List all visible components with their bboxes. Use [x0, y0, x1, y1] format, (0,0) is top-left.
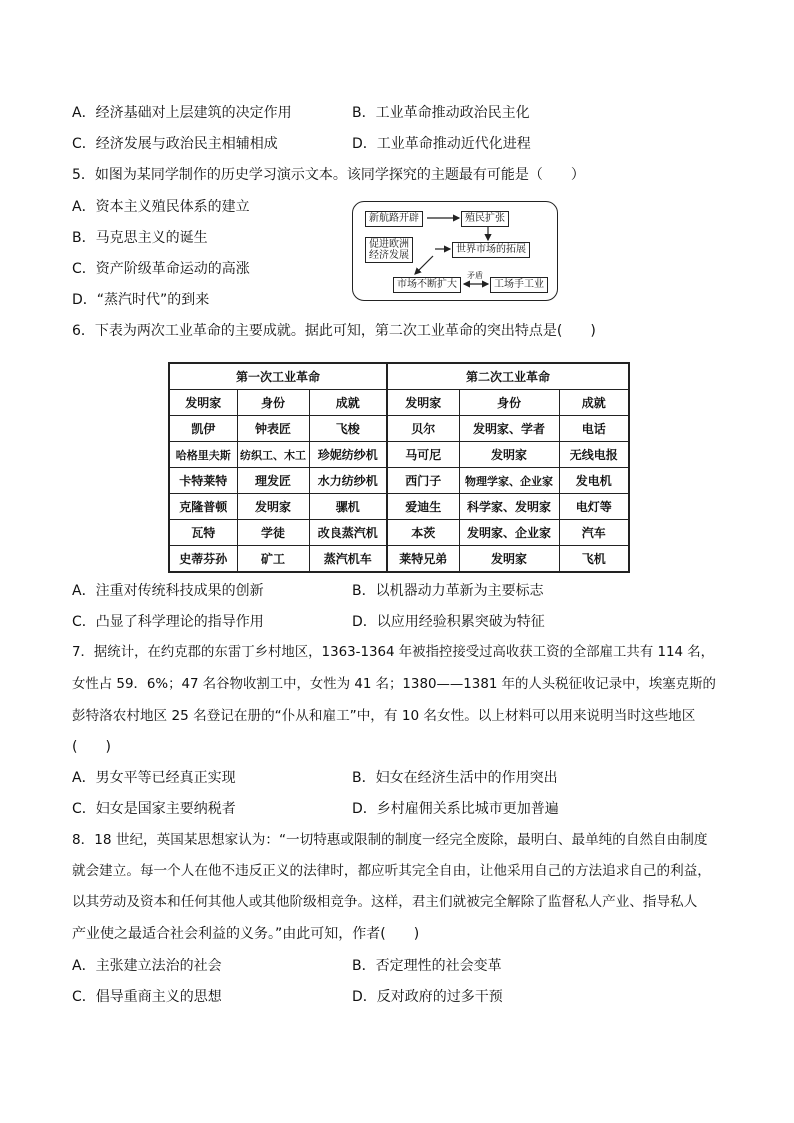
- table-row: [169, 520, 629, 546]
- q5-option-b: B．马克思主义的诞生: [72, 230, 208, 246]
- q5-flow-diagram: [352, 201, 558, 301]
- table-header-row: [169, 390, 629, 416]
- table-cell: 电灯等: [559, 494, 629, 520]
- table-header-cell: 发明家: [169, 390, 237, 416]
- q7-line-2: 女性占 59．6%；47 名谷物收割工中，女性为 41 名；1380——1381 年的人头税征收记录中，埃塞克斯的: [72, 677, 716, 692]
- table-header-cell: 成就: [309, 390, 387, 416]
- diagram-label-contradiction: 矛盾: [467, 271, 483, 280]
- table-cell: 钟表匠: [237, 416, 309, 442]
- table-cell: 史蒂芬孙: [169, 546, 237, 573]
- q8-option-a: A．主张建立法治的社会: [72, 958, 222, 974]
- q4-option-d: D．工业革命推动近代化进程: [352, 136, 531, 152]
- q5-option-c: C．资产阶级革命运动的高涨: [72, 261, 250, 277]
- table-cell: 发电机: [559, 468, 629, 494]
- diagram-box-world-market: 世界市场的拓展: [452, 242, 530, 258]
- diagram-box-europe-economy-line2: 经济发展: [369, 250, 409, 261]
- table-cell: 物理学家、企业家: [459, 468, 559, 494]
- table-cell: 西门子: [387, 468, 459, 494]
- table-cell: 汽车: [559, 520, 629, 546]
- table-cell: 珍妮纺纱机: [309, 442, 387, 468]
- q4-option-b: B．工业革命推动政治民主化: [352, 105, 530, 121]
- diagram-box-workshop-handicraft: 工场手工业: [490, 277, 548, 293]
- q6-industrial-revolution-table: [168, 362, 630, 573]
- q7-option-d: D．乡村雇佣关系比城市更加普遍: [352, 801, 559, 817]
- q6-option-a: A．注重对传统科技成果的创新: [72, 583, 264, 599]
- table-cell: 纺织工、木工: [237, 442, 309, 468]
- diagram-box-market-expansion: 市场不断扩大: [393, 277, 461, 293]
- table-header-cell: 发明家: [387, 390, 459, 416]
- q4-option-a: A．经济基础对上层建筑的决定作用: [72, 105, 292, 121]
- q6-option-d: D．以应用经验积累突破为特征: [352, 614, 545, 630]
- table-cell: 无线电报: [559, 442, 629, 468]
- table-cell: 飞机: [559, 546, 629, 573]
- q7-option-b: B．妇女在经济生活中的作用突出: [352, 770, 558, 786]
- table-cell: 理发匠: [237, 468, 309, 494]
- q6-stem: 6．下表为两次工业革命的主要成就。据此可知，第二次工业革命的突出特点是( ): [72, 323, 596, 339]
- q7-line-1: 7．据统计，在约克郡的东雷丁乡村地区，1363-1364 年被指控接受过高收获工资的全部雇工共有 114 名，: [72, 645, 715, 660]
- table-cell: 改良蒸汽机: [309, 520, 387, 546]
- table-cell: 克隆普顿: [169, 494, 237, 520]
- table-row: [169, 468, 629, 494]
- table-row: [169, 494, 629, 520]
- q5-option-a: A．资本主义殖民体系的建立: [72, 199, 250, 215]
- q7-option-c: C．妇女是国家主要纳税者: [72, 801, 236, 817]
- q5-stem: 5．如图为某同学制作的历史学习演示文本。该同学探究的主题最有可能是（ ）: [72, 167, 585, 183]
- table-cell: 卡特莱特: [169, 468, 237, 494]
- table-cell: 骡机: [309, 494, 387, 520]
- q4-option-c: C．经济发展与政治民主相辅相成: [72, 136, 278, 152]
- table-row: [169, 546, 629, 573]
- table-cell: 飞梭: [309, 416, 387, 442]
- table-cell: 凯伊: [169, 416, 237, 442]
- table-cell: 爱迪生: [387, 494, 459, 520]
- table-cell: 发明家: [237, 494, 309, 520]
- table-row: [169, 416, 629, 442]
- table-cell: 科学家、发明家: [459, 494, 559, 520]
- table-cell: 莱特兄弟: [387, 546, 459, 573]
- diagram-box-new-routes: 新航路开辟: [365, 211, 423, 227]
- table-cell: 发明家、学者: [459, 416, 559, 442]
- table-cell: 矿工: [237, 546, 309, 573]
- diagram-box-europe-economy: [365, 237, 413, 263]
- table-cell: 马可尼: [387, 442, 459, 468]
- table-cell: 电话: [559, 416, 629, 442]
- table-cell: 水力纺纱机: [309, 468, 387, 494]
- q6-option-b: B．以机器动力革新为主要标志: [352, 583, 544, 599]
- table-header-cell: 身份: [237, 390, 309, 416]
- q8-line-3: 以其劳动及资本和任何其他人或其他阶级相竞争。这样，君主们就被完全解除了监督私人产业、指导私人: [72, 894, 698, 910]
- q7-option-a: A．男女平等已经真正实现: [72, 770, 236, 786]
- diagram-box-europe-economy-line1: 促进欧洲: [369, 239, 409, 250]
- q8-option-b: B．否定理性的社会变革: [352, 958, 502, 974]
- q8-line-2: 就会建立。每一个人在他不违反正义的法律时，都应听其完全自由，让他采用自己的方法追求自己的利益，: [72, 863, 711, 879]
- table-cell: 发明家: [459, 442, 559, 468]
- diagram-box-colonial-expansion: 殖民扩张: [461, 211, 509, 227]
- table-cell: 贝尔: [387, 416, 459, 442]
- q8-line-1: 8．18 世纪，英国某思想家认为：“一切特惠或限制的制度一经完全废除，最明白、最单纯的自然自由制度: [72, 832, 708, 848]
- q8-option-d: D．反对政府的过多干预: [352, 989, 503, 1005]
- q7-line-4: ( ): [72, 739, 111, 755]
- table-header-cell: 成就: [559, 390, 629, 416]
- q8-line-4: 产业使之最适合社会利益的义务。”由此可知，作者( ): [72, 926, 420, 942]
- table-header-cell: 身份: [459, 390, 559, 416]
- table-group-second: 第二次工业革命: [387, 363, 629, 390]
- q7-line-3: 彭特洛农村地区 25 名登记在册的“仆从和雇工”中，有 10 名女性。以上材料可以用来说明当时这些地区: [72, 708, 696, 724]
- table-cell: 学徒: [237, 520, 309, 546]
- table-row: [169, 442, 629, 468]
- q6-option-c: C．凸显了科学理论的指导作用: [72, 614, 264, 630]
- table-group-header-row: [169, 363, 629, 390]
- table-cell: 蒸汽机车: [309, 546, 387, 573]
- table-group-first: 第一次工业革命: [169, 363, 387, 390]
- q8-option-c: C．倡导重商主义的思想: [72, 989, 222, 1005]
- table-cell: 哈格里夫斯: [169, 442, 237, 468]
- table-cell: 本茨: [387, 520, 459, 546]
- table-cell: 瓦特: [169, 520, 237, 546]
- table-cell: 发明家: [459, 546, 559, 573]
- q5-option-d: D．“蒸汽时代”的到来: [72, 292, 210, 308]
- table-cell: 发明家、企业家: [459, 520, 559, 546]
